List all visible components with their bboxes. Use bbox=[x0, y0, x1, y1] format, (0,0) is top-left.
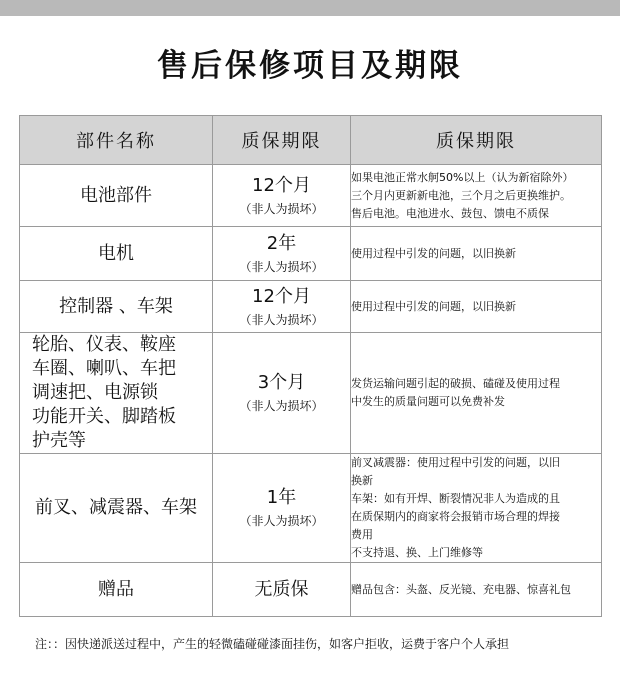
page-title: 售后保修项目及期限 bbox=[157, 48, 463, 84]
period-value: 12个月 bbox=[252, 285, 311, 307]
description-line: 赠品包含：头盔、反光镜、充电器、惊喜礼包 bbox=[351, 582, 571, 596]
period-cell bbox=[213, 563, 351, 617]
period-value: 无质保 bbox=[254, 578, 309, 600]
description-line: 中发生的质量问题可以免费补发 bbox=[351, 395, 505, 408]
period-note: （非人为损坏） bbox=[239, 259, 324, 274]
description-cell bbox=[351, 563, 602, 617]
period-cell bbox=[213, 454, 351, 563]
table-row bbox=[20, 454, 602, 563]
warranty-table bbox=[19, 115, 602, 617]
table-row bbox=[20, 281, 602, 333]
period-cell bbox=[213, 227, 351, 281]
period-note: （非人为损坏） bbox=[239, 201, 324, 216]
part-name-line: 车圈、喇叭、车把 bbox=[32, 358, 176, 379]
period-value: 12个月 bbox=[252, 174, 311, 196]
description-line: 在质保期内的商家将会报销市场合理的焊接 bbox=[351, 510, 560, 523]
description-line: 车架：如有开焊、断裂情况非人为造成的且 bbox=[351, 492, 560, 505]
period-cell bbox=[213, 333, 351, 454]
table-header-row bbox=[20, 116, 602, 165]
part-name-line: 轮胎、仪表、鞍座 bbox=[32, 334, 176, 355]
table-row bbox=[20, 165, 602, 227]
period-value: 3个月 bbox=[257, 372, 306, 393]
part-name-cell bbox=[20, 333, 213, 454]
period-cell bbox=[213, 165, 351, 227]
table-row bbox=[20, 563, 602, 617]
description-line: 三个月内更新新电池，三个月之后更换维护。 bbox=[351, 188, 571, 202]
description-cell bbox=[351, 165, 602, 227]
period-note: （非人为损坏） bbox=[239, 399, 324, 413]
description-line: 使用过程中引发的问题，以旧换新 bbox=[351, 246, 516, 260]
header-part-name: 部件名称 bbox=[20, 116, 213, 165]
table-row bbox=[20, 227, 602, 281]
description-cell bbox=[351, 281, 602, 333]
description-line: 使用过程中引发的问题，以旧换新 bbox=[351, 299, 516, 313]
period-note: （非人为损坏） bbox=[239, 312, 324, 327]
part-name-cell: 电池部件 bbox=[20, 165, 213, 227]
description-cell bbox=[351, 454, 602, 563]
footer-note: 注：：因快递派送过程中，产生的轻微磕碰碰漆面挂伤，如客户拒收，运费于客户个人承担 bbox=[35, 637, 510, 651]
description-line: 前叉减震器：使用过程中引发的问题，以旧 bbox=[351, 456, 560, 469]
description-cell bbox=[351, 227, 602, 281]
description-line: 费用 bbox=[351, 528, 373, 541]
header-warranty-period: 质保期限 bbox=[213, 116, 351, 165]
period-value: 1年 bbox=[266, 487, 297, 508]
description-line: 发货运输问题引起的破损、磕碰及使用过程 bbox=[351, 377, 560, 390]
part-name-cell: 电机 bbox=[20, 227, 213, 281]
period-cell bbox=[213, 281, 351, 333]
description-line: 如果电池正常水舸50%以上（认为新宿除外） bbox=[351, 170, 574, 184]
period-note: （非人为损坏） bbox=[239, 514, 324, 528]
description-line: 售后电池。电池进水、鼓包、馈电不质保 bbox=[351, 206, 549, 220]
table-row bbox=[20, 333, 602, 454]
description-cell bbox=[351, 333, 602, 454]
part-name-cell: 前叉、减震器、车架 bbox=[20, 454, 213, 563]
part-name-cell: 赠品 bbox=[20, 563, 213, 617]
header-warranty-terms: 质保期限 bbox=[351, 116, 602, 165]
part-name-line: 护壳等 bbox=[32, 430, 86, 451]
period-value: 2年 bbox=[266, 232, 297, 254]
description-line: 不支持退、换、上门维修等 bbox=[351, 546, 483, 559]
top-decorative-bar bbox=[0, 0, 620, 16]
part-name-line: 调速把、电源锁 bbox=[32, 382, 158, 403]
part-name-line: 功能开关、脚踏板 bbox=[32, 406, 176, 427]
part-name-cell: 控制器 、车架 bbox=[20, 281, 213, 333]
description-line: 换新 bbox=[351, 474, 373, 487]
